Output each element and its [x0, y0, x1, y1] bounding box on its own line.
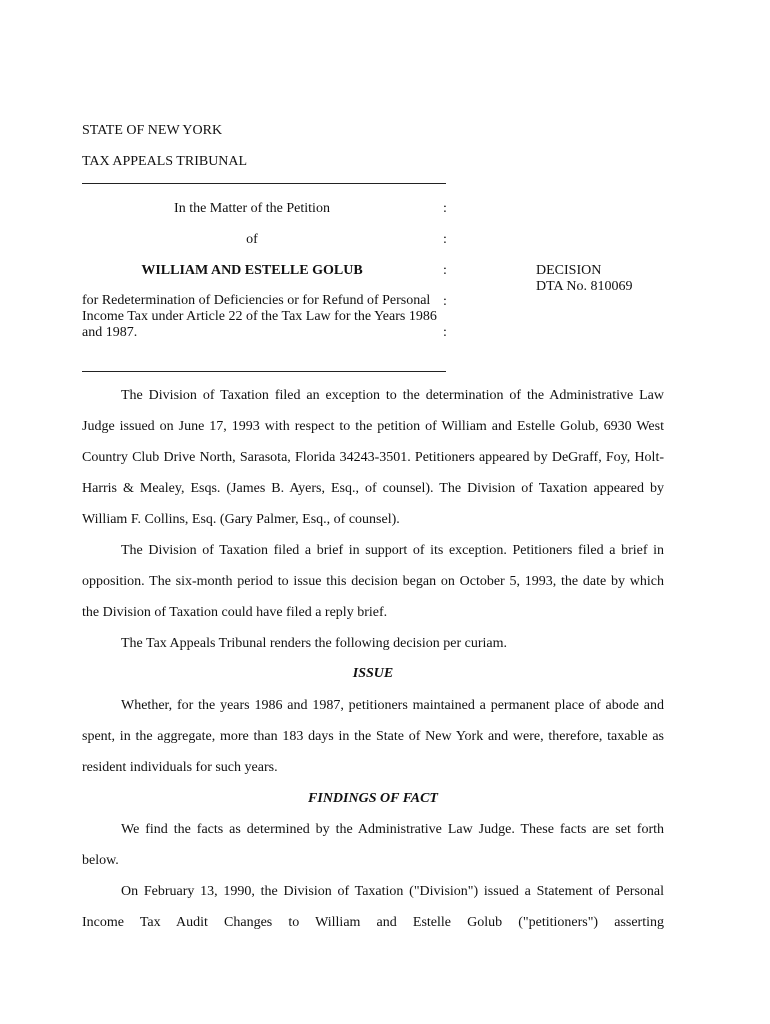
issue-heading: ISSUE — [352, 666, 394, 681]
body-section-3 — [82, 814, 664, 938]
petition-purpose: for Redetermination of Deficiencies or for Refund of Personal Income Tax under Article 22 of the Tax Law for the Years 1986 and 1987. — [82, 293, 437, 340]
decision-label: DECISION — [536, 263, 602, 278]
caption-colon: : — [443, 294, 447, 309]
paragraph-per-curiam: The Tax Appeals Tribunal renders the following decision per curiam. — [121, 636, 508, 651]
dta-number: DTA No. 810069 — [536, 279, 633, 294]
matter-line: In the Matter of the Petition — [174, 201, 330, 216]
body-section-1 — [82, 380, 664, 659]
caption-colon: : — [443, 232, 447, 247]
caption-colon: : — [443, 201, 447, 216]
caption-colon: : — [443, 263, 447, 278]
paragraph-statement: On February 13, 1990, the Division of Taxation ("Division") issued a Statement of Personal Income Tax Audit Changes to William and Estelle Golub ("petitioners") asserting — [82, 884, 664, 930]
body-section-2 — [82, 690, 664, 783]
of-line: of — [246, 232, 258, 247]
caption-bottom-rule — [82, 371, 446, 372]
petitioner-name: WILLIAM AND ESTELLE GOLUB — [141, 263, 363, 278]
paragraph-findings: We find the facts as determined by the Administrative Law Judge. These facts are set forth below. — [82, 822, 664, 868]
findings-heading: FINDINGS OF FACT — [308, 791, 438, 806]
paragraph-briefs: The Division of Taxation filed a brief in support of its exception. Petitioners filed a brief in opposition. The six-month period to issue this decision began on October 5, 1993, the date by which the Division of Taxation could have filed a reply brief. — [82, 543, 664, 620]
caption-colon: : — [443, 325, 447, 340]
tribunal-heading: TAX APPEALS TRIBUNAL — [82, 154, 248, 169]
state-heading: STATE OF NEW YORK — [82, 123, 223, 138]
paragraph-issue: Whether, for the years 1986 and 1987, petitioners maintained a permanent place of abode and spent, in the aggregate, more than 183 days in the State of New York and were, therefore, taxable as resident individuals for such years. — [82, 698, 664, 775]
paragraph-exception: The Division of Taxation filed an exception to the determination of the Administrative Law Judge issued on June 17, 1993 with respect to the petition of William and Estelle Golub, 6930 West Country Club Drive North, Sarasota, Florida 34243-3501. Petitioners appeared by DeGraff, Foy, Holt-Harris & Mealey, Esqs. (James B. Ayers, Esq., of counsel). The Division of Taxation appeared by William F. Collins, Esq. (Gary Palmer, Esq., of counsel). — [82, 388, 664, 527]
caption-top-rule — [82, 183, 446, 184]
